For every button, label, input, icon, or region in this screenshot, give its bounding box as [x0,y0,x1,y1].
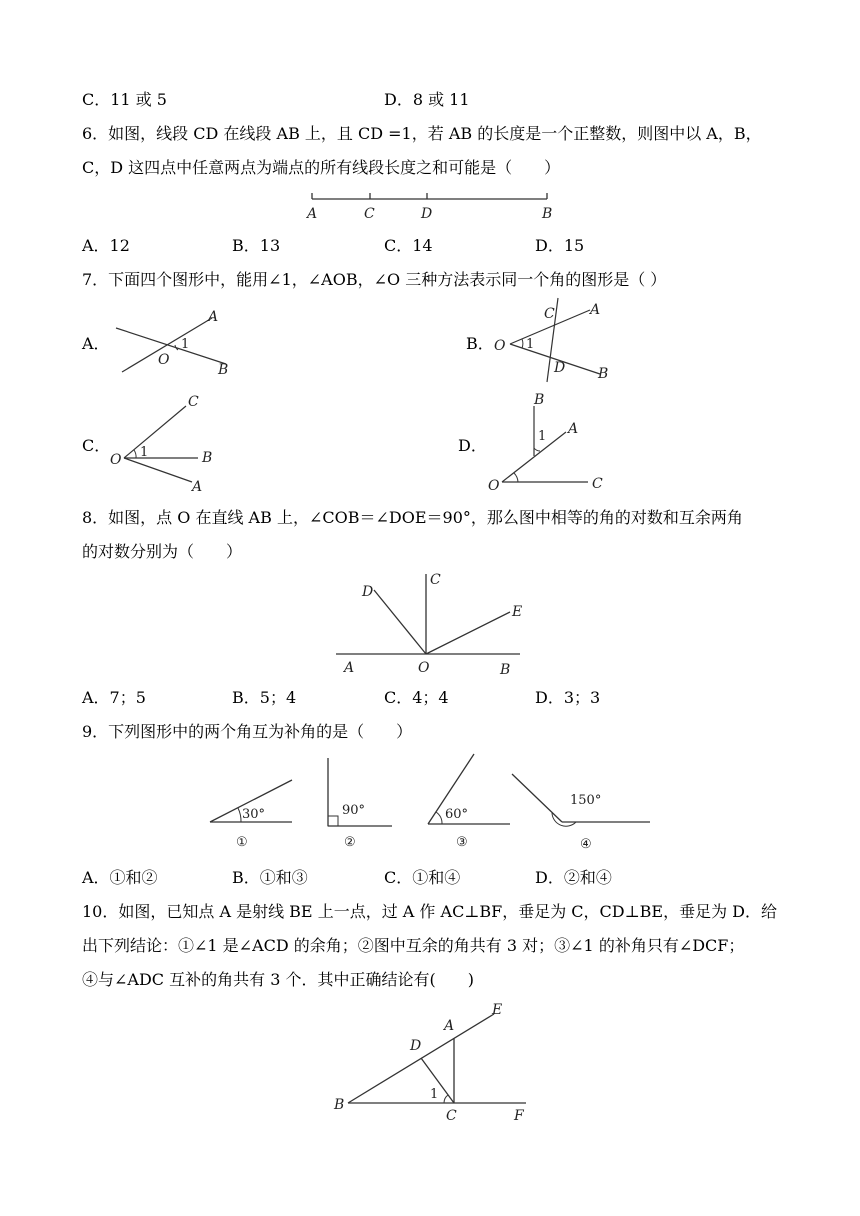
q6-figure [300,188,570,224]
svg-text:A: A [568,421,579,437]
svg-text:E: E [512,604,523,620]
q8-option-c: C．4；4 [384,688,449,707]
svg-text:C: C [544,306,555,322]
q9-figure-2 [328,758,392,850]
svg-text:C: C [430,572,441,588]
svg-text:A: A [444,1018,455,1034]
q9-figure-4 [512,774,650,852]
q7-option-d-letter: D． [458,436,487,455]
svg-text:60°: 60° [445,807,469,822]
q9-option-c: C．①和④ [384,868,461,887]
q5-option-c: C．11 或 5 [82,90,167,109]
svg-text:150°: 150° [570,793,602,808]
q8-stem-line2: 的对数分别为（ ） [82,542,243,561]
q8-option-d: D．3；3 [535,688,601,707]
q6-stem-line1: 6．如图，线段 CD 在线段 AB 上，且 CD =1，若 AB 的长度是一个正整数，则图中以 A，B， [82,124,762,143]
q8-option-a: A．7；5 [82,688,146,707]
q9-option-d: D．②和④ [535,868,612,887]
svg-text:O: O [418,660,430,676]
q8-option-b: B．5；4 [232,688,297,707]
q9-figure-1 [210,780,292,850]
q7-option-b-letter: B． [466,334,494,353]
q9-figures [200,752,660,852]
q7-figure-b [492,296,622,384]
q9-figure-3 [428,754,510,850]
svg-text:B: B [534,392,545,408]
svg-text:1: 1 [538,429,547,444]
q6-option-b: B．13 [232,236,281,255]
q8-stem-line1: 8．如图，点 O 在直线 AB 上，∠COB＝∠DOE＝90°，那么图中相等的角的对数和互余两角 [82,508,743,527]
svg-text:1: 1 [140,445,149,460]
q7-option-a-letter: A． [82,334,110,353]
q9-option-b: B．①和③ [232,868,308,887]
svg-text:④: ④ [580,837,592,852]
svg-text:③: ③ [456,835,468,850]
q7-figure-d [484,390,614,496]
q6-stem-line2: C，D 这四点中任意两点为端点的所有线段长度之和可能是（ ） [82,158,561,177]
svg-text:C: C [592,476,603,492]
q10-stem-line3: ④与∠ADC 互补的角共有 3 个．其中正确结论有( ) [82,970,474,989]
svg-text:E: E [492,1002,503,1018]
svg-text:O: O [158,352,170,368]
svg-text:②: ② [344,835,356,850]
q7-figure-a [108,306,238,376]
svg-text:O: O [110,452,122,468]
svg-text:C: C [446,1108,457,1124]
svg-text:A: A [192,479,203,495]
label-c: C [364,206,375,222]
svg-text:O: O [494,338,506,354]
svg-text:O: O [488,478,500,494]
svg-text:F: F [514,1108,524,1124]
svg-text:1: 1 [526,337,535,352]
q10-stem-line1: 10．如图，已知点 A 是射线 BE 上一点，过 A 作 AC⊥BF，垂足为 C，CD⊥BE，垂足为 D．给 [82,902,778,921]
svg-text:①: ① [236,835,248,850]
q10-stem-line2: 出下列结论：①∠1 是∠ACD 的余角；②图中互余的角共有 3 对；③∠1 的补角只有∠DCF； [82,936,745,955]
q8-figure [330,568,530,680]
label-b: B [542,206,553,222]
svg-text:B: B [334,1097,345,1113]
q6-option-c: C．14 [384,236,433,255]
svg-text:B: B [218,362,229,378]
q7-option-c-letter: C． [82,436,111,455]
q9-option-a: A．①和② [82,868,158,887]
q7-figure-c [106,392,226,495]
svg-text:30°: 30° [242,807,266,822]
svg-text:B: B [500,662,511,678]
svg-text:D: D [554,360,566,376]
q9-stem: 9．下列图形中的两个角互为补角的是（ ） [82,722,413,741]
svg-text:B: B [598,366,609,382]
svg-text:B: B [202,450,213,466]
svg-text:1: 1 [430,1087,439,1102]
svg-text:C: C [188,394,199,410]
svg-text:A: A [590,302,601,318]
q7-stem: 7．下面四个图形中，能用∠1，∠AOB，∠O 三种方法表示同一个角的图形是（ ） [82,270,667,289]
label-d: D [421,206,433,222]
svg-text:90°: 90° [342,803,366,818]
q5-option-d: D．8 或 11 [384,90,470,109]
svg-text:D: D [410,1038,422,1054]
svg-text:A: A [208,309,219,325]
q6-option-d: D．15 [535,236,585,255]
q6-option-a: A．12 [82,236,130,255]
label-a: A [307,206,318,222]
q10-figure [330,1000,540,1124]
svg-text:1: 1 [181,337,190,352]
svg-text:A: A [344,660,355,676]
svg-text:D: D [362,584,374,600]
